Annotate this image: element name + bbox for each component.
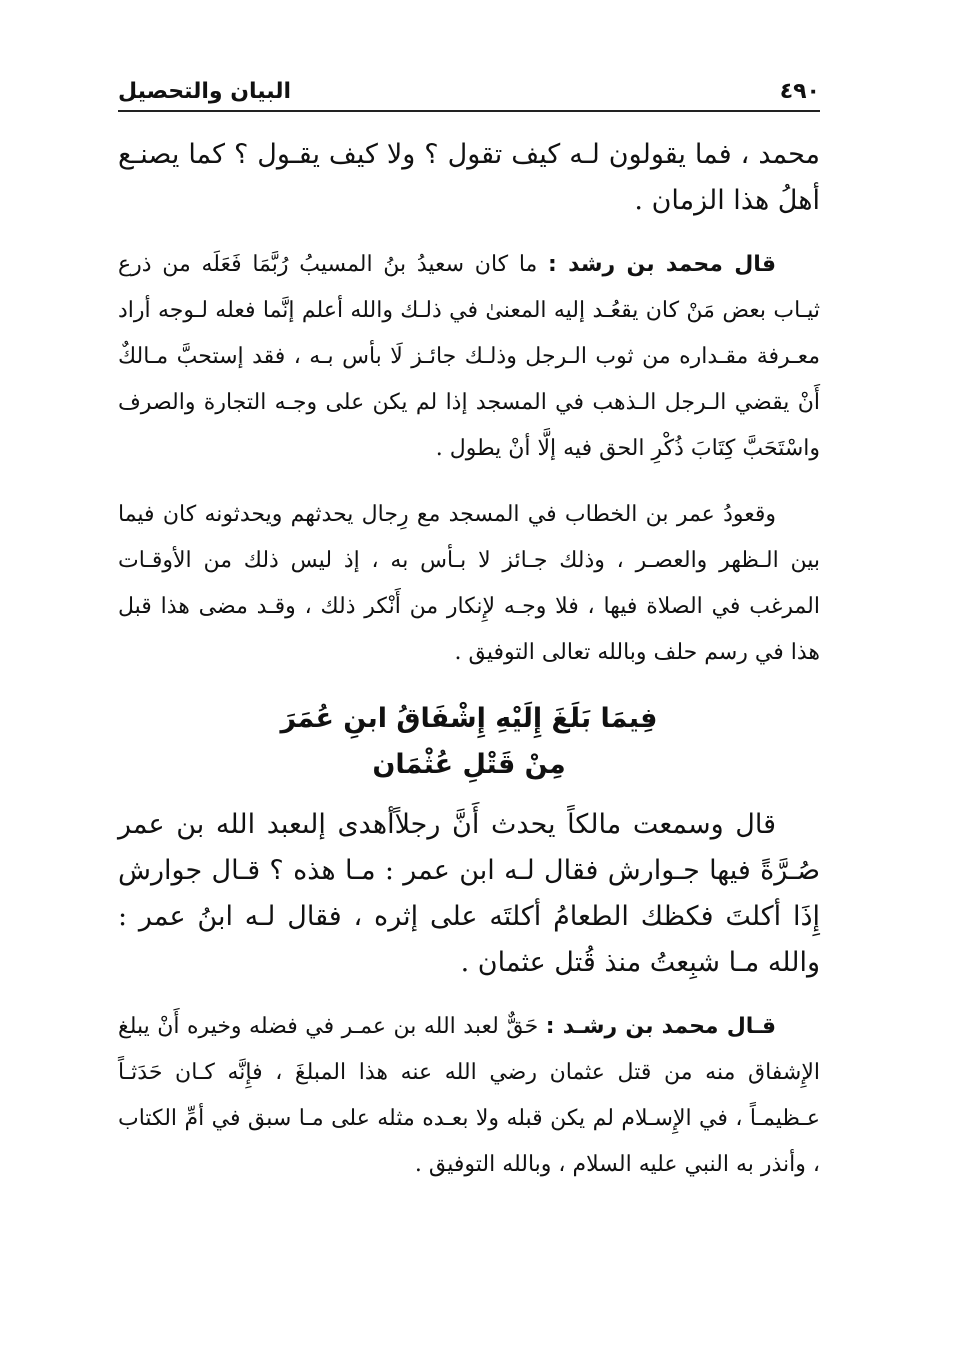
paragraph-narration: قال وسمعت مالكاً يحدث أَنَّ رجلاًأهدى إلىعبد الله بن عمر صُـرَّةً فيها جـوارش فقال لـه ابن عمر : مـا هذه ؟ قـال جوارش إِذَا أكلتَ فكظك الطعامُ أكلتَه على إثره ، فقال لـه ابنُ عمر : والله مـا شبِعتُ منذ قُتل عثمان . (118, 809, 820, 978)
commentary-text: ما كان سعيدُ بنُ المسيبُ رُبَّمَا فَعَلَه من ذرع ثيـاب بعض مَنْ كان يقعُـد إليه المعنىٰ في ذلـك والله أعلم إنَّما فعله لـوجه أراد معـرفة مقـداره من ثوب الـرجل وذلـك جائـز لَا بأس بـه ، فقد إستحبَّ مـالكٌ أَنْ يقضي الـرجل الـذهب في المسجد إذا لم يكن على وجـه التجارة والصرف واسْتَحَبَّ كِتَابَ ذُكْرِ الحق فيه إلَّا أنْ يطول . (118, 252, 820, 461)
running-header (118, 66, 820, 112)
book-title: البيان والتحصيل (118, 79, 292, 104)
paragraph-commentary-3 (118, 1004, 820, 1188)
paragraph-commentary-1 (118, 242, 820, 472)
speaker-label: قـال محمد بن رشـد : (545, 1014, 776, 1039)
page-number: ٤٩٠ (779, 79, 820, 104)
paragraph-commentary-2: وقعودُ عمر بن الخطاب في المسجد مع رِجال يحدثهم ويحدثونه كان فيما بين الـظهر والعصـر ، وذلك جـائز لا بـأس به ، إذ ليس ذلك من الأوقـات المرغب في الصلاة فيها ، فلا وجـه لإِنكار من أَنْكر ذلك ، وقـد مضى هذا قبل هذا في رسم حلف وبالله تعالى التوفيق . (118, 502, 820, 665)
paragraph-continuation: محمد ، فما يقولون لـه كيف تقول ؟ ولا كيف يقـول ؟ كما يصنـع أهلُ هذا الزمان . (118, 139, 820, 216)
heading-line-2: مِنْ قَتْلِ عُثْمَان (372, 749, 566, 780)
speaker-label: قال محمد بن رشد : (548, 252, 776, 277)
heading-line-1: فِيمَا بَلَغَ إِلَيْهِ إِشْفَاقُ ابنِ عُمَرَ (280, 703, 658, 734)
commentary-text: حَقٌّ لعبد الله بن عمـر في فضله وخيره أَنْ يبلغ الإِشفاق منه من قتل عثمان رضي الله عنه هذا المبلغَ ، فإِنَّه كـان حَدَثـاً عـظيمـاً ، في الإِسـلام لم يكن قبله ولا بعـده مثله على مـا سبق في أمِّ الكتاب ، وأنذر به النبي عليه السلام ، وبالله التوفيق . (118, 1014, 820, 1177)
page-body (118, 132, 820, 1188)
section-heading (118, 696, 820, 788)
